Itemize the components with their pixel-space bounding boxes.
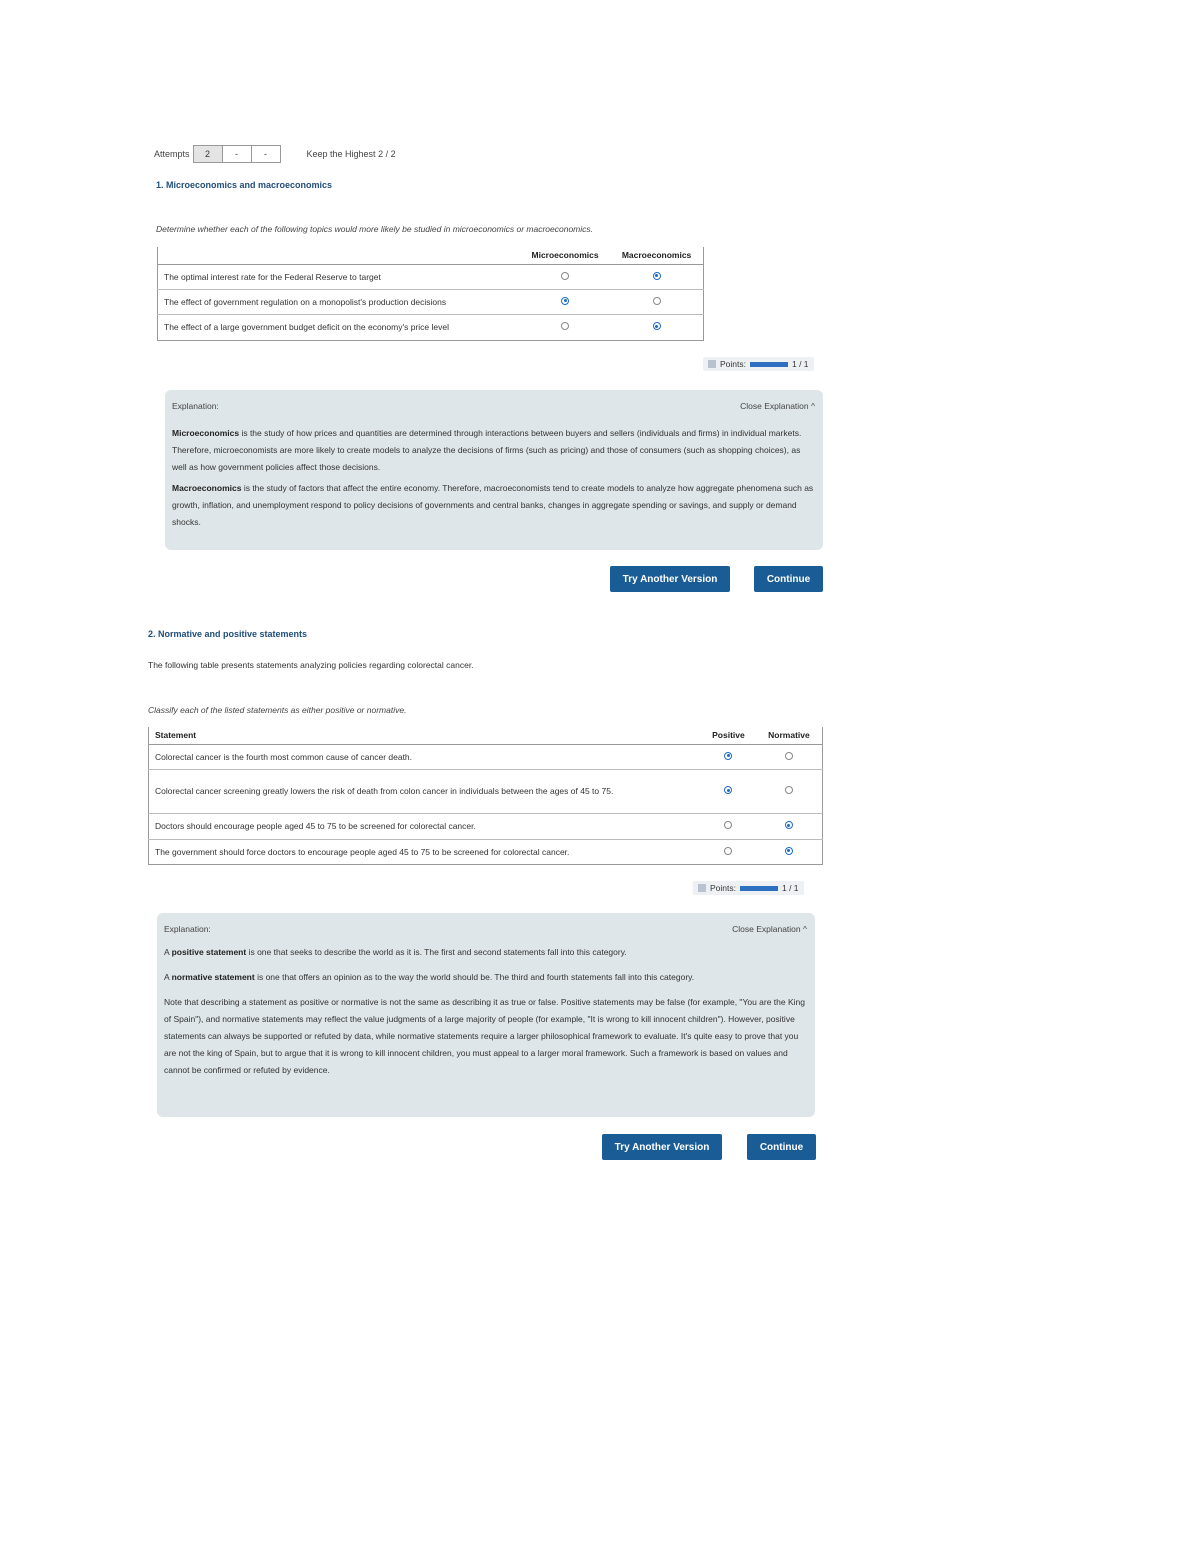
q1-continue-button[interactable]: Continue [754, 566, 823, 592]
q1-row-3-micro-radio[interactable] [561, 322, 569, 330]
table-row [149, 813, 823, 839]
question-2-instruction: Classify each of the listed statements as either positive or normative. [148, 705, 407, 715]
q2-row-1-positive-radio[interactable] [724, 752, 732, 760]
q1-explanation-p2 [172, 480, 815, 531]
q2-row-3-positive-radio[interactable] [724, 821, 732, 829]
q2-row-1-normative-radio[interactable] [785, 752, 793, 760]
question-2-title: 2. Normative and positive statements [148, 629, 308, 639]
q1-row-3-macro-radio[interactable] [653, 322, 661, 330]
question-2-table [148, 727, 823, 865]
q1-header-blank [158, 247, 521, 264]
q2-explanation-p1-text: is one that seeks to describe the world as it is. The first and second statements fall into this category. [246, 947, 627, 957]
q2-points-bar [740, 886, 778, 891]
q1-try-another-version-button[interactable]: Try Another Version [610, 566, 730, 592]
q2-row-2-normative-radio[interactable] [785, 786, 793, 794]
q2-row-3-text: Doctors should encourage people aged 45 to 75 to be screened for colorectal cancer. [149, 813, 702, 839]
q2-explanation-header: Explanation: [164, 924, 211, 934]
table-row [149, 769, 823, 813]
attempt-box-2: - [222, 145, 252, 163]
q1-row-2-text: The effect of government regulation on a monopolist's production decisions [158, 289, 521, 314]
q1-row-1-text: The optimal interest rate for the Federal Reserve to target [158, 264, 521, 289]
q2-p1-pre: A [164, 947, 172, 957]
q2-explanation-panel [157, 913, 815, 1117]
q1-row-1-macro-radio[interactable] [653, 272, 661, 280]
q1-header-micro: Microeconomics [520, 247, 610, 264]
question-2-intro: The following table presents statements analyzing policies regarding colorectal cancer. [148, 660, 474, 670]
q1-term-macro: Macroeconomics [172, 483, 242, 493]
q2-header-statement: Statement [149, 727, 702, 744]
q2-explanation-p1 [164, 944, 807, 961]
table-row [149, 839, 823, 864]
q2-explanation-p3: Note that describing a statement as positive or normative is not the same as describing it as true or false. Positive statements may be false (for example, "You are the King of Spain"), and normative statements may reflect the value judgments of a large majority of people (for example, "It is wrong to kill innocent children"). However, positive statements can always be supported or refuted by data, while normative statements require a larger philosophical framework to evaluate. It's quite easy to prove that you are not the king of Spain, but to argue that it is wrong to kill innocent children, you must appeal to a larger moral framework. Such a framework is based on values and cannot be confirmed or refuted by evidence. [164, 997, 805, 1075]
q1-header-macro: Macroeconomics [610, 247, 703, 264]
q2-row-4-normative-radio[interactable] [785, 847, 793, 855]
question-1-title: 1. Microeconomics and macroeconomics [156, 180, 333, 190]
keep-highest-text: Keep the Highest 2 / 2 [306, 149, 396, 159]
q1-points [703, 357, 814, 371]
q2-header-positive: Positive [701, 727, 756, 744]
q2-row-4-positive-radio[interactable] [724, 847, 732, 855]
q2-explanation-p2 [164, 969, 807, 986]
q1-row-2-macro-radio[interactable] [653, 297, 661, 305]
q1-points-bar [750, 362, 788, 367]
attempts-label: Attempts [154, 149, 190, 159]
question-1-instruction: Determine whether each of the following topics would more likely be studied in microeconomics or macroeconomics. [156, 224, 594, 234]
flag-icon [698, 884, 706, 892]
q2-continue-button[interactable]: Continue [747, 1134, 816, 1160]
q2-close-explanation[interactable]: Close Explanation ^ [732, 924, 807, 934]
q1-points-label: Points: [720, 359, 746, 369]
q1-points-value: 1 / 1 [792, 359, 809, 369]
attempt-box-1: 2 [193, 145, 223, 163]
table-row [149, 744, 823, 769]
q2-row-4-text: The government should force doctors to encourage people aged 45 to 75 to be screened for colorectal cancer. [149, 839, 702, 864]
q1-row-3-text: The effect of a large government budget deficit on the economy's price level [158, 314, 521, 340]
q1-explanation-p1 [172, 425, 815, 476]
attempts-bar [154, 145, 396, 163]
q1-row-1-micro-radio[interactable] [561, 272, 569, 280]
question-1-table [157, 247, 704, 341]
q1-term-micro: Microeconomics [172, 428, 240, 438]
q2-row-1-text: Colorectal cancer is the fourth most common cause of cancer death. [149, 744, 702, 769]
q1-row-2-micro-radio[interactable] [561, 297, 569, 305]
q2-term-positive: positive statement [171, 947, 247, 957]
q2-header-normative: Normative [756, 727, 823, 744]
table-row [158, 264, 704, 289]
q1-close-explanation[interactable]: Close Explanation ^ [740, 401, 815, 411]
q2-points [693, 881, 804, 895]
q2-explanation-p2-text: is one that offers an opinion as to the way the world should be. The third and fourth statements fall into this category. [254, 972, 695, 982]
q2-p2-pre: A [164, 972, 172, 982]
q2-row-2-positive-radio[interactable] [724, 786, 732, 794]
q1-explanation-p1-text: is the study of how prices and quantities are determined through interactions between buyers and sellers (individuals and firms) in individual markets. Therefore, microeconomists are more likely to create models to analyze the decisions of firms (such as pricing) and those of consumers (such as shopping choices), as well as how government policies affect those decisions. [172, 428, 802, 472]
q2-points-value: 1 / 1 [782, 883, 799, 893]
attempt-box-3: - [251, 145, 281, 163]
q2-term-normative: normative statement [171, 972, 255, 982]
flag-icon [708, 360, 716, 368]
q2-row-3-normative-radio[interactable] [785, 821, 793, 829]
q1-explanation-panel [165, 390, 823, 550]
q1-explanation-p2-text: is the study of factors that affect the entire economy. Therefore, macroeconomists tend to create models to analyze how aggregate phenomena such as growth, inflation, and unemployment respond to policy decisions of governments and central banks, changes in aggregate spending or savings, and supply or demand shocks. [172, 483, 814, 527]
q2-points-label: Points: [710, 883, 736, 893]
table-row [158, 314, 704, 340]
q2-try-another-version-button[interactable]: Try Another Version [602, 1134, 722, 1160]
q1-explanation-header: Explanation: [172, 401, 219, 411]
table-row [158, 289, 704, 314]
q2-row-2-text: Colorectal cancer screening greatly lowers the risk of death from colon cancer in individuals between the ages of 45 to 75. [149, 769, 702, 813]
